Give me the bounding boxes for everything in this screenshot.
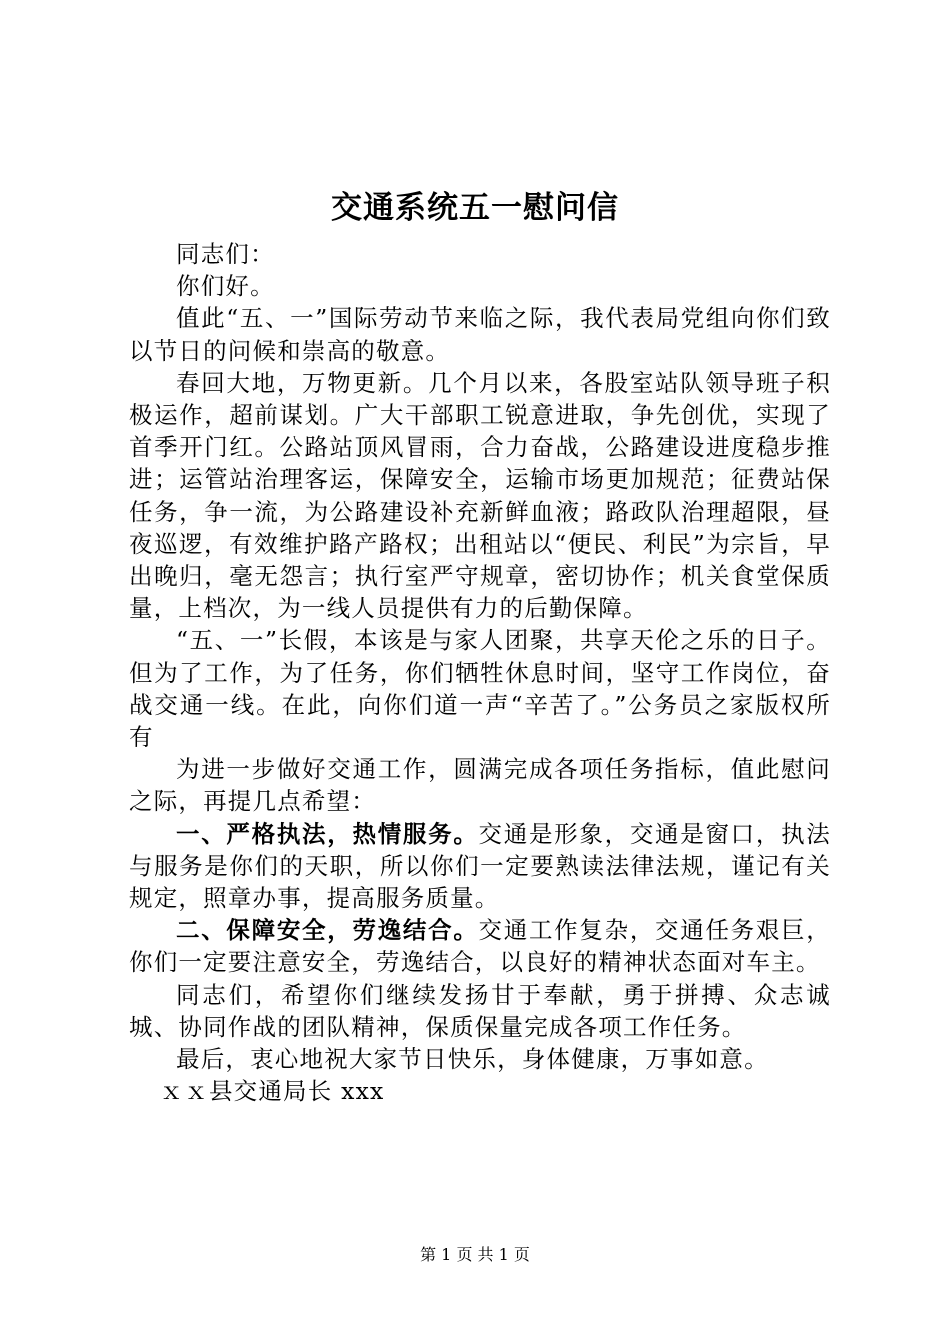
hope-item-1 — [129, 818, 831, 915]
hope-text-2: 交通工作复杂，交通任务艰巨，你们一定要注意安全，劳逸结合，以良好的精神状态面对车主。 — [129, 916, 831, 977]
hope-item-2 — [129, 914, 831, 978]
paragraph-achievements: 春回大地，万物更新。几个月以来，各股室站队领导班子积极运作，超前谋划。广大干部职工锐意进取，争先创优，实现了首季开门红。公路站顶风冒雨，合力奋战，公路建设进度稳步推进；运管站治理客运，保障安全，运输市场更加规范；征费站保任务，争一流，为公路建设补充新鲜血液；路政队治理超限，昼夜巡逻，有效维护路产路权；出租站以“便民、利民”为宗旨，早出晚归，毫无怨言；执行室严守规章，密切协作；机关食堂保质量，上档次，为一线人员提供有力的后勤保障。 — [129, 368, 831, 623]
paragraph-encouragement: 同志们，希望你们继续发扬甘于奉献，勇于拼搏、众志诚城、协同作战的团队精神，保质保量完成各项工作任务。 — [129, 980, 831, 1041]
paragraph-holiday-greeting: 值此“五、一”国际劳动节来临之际，我代表局党组向你们致以节日的问候和崇高的敬意。 — [129, 304, 831, 365]
document-body — [129, 238, 831, 1107]
hello-line: 你们好。 — [176, 272, 275, 301]
document-title: 交通系统五一慰问信 — [331, 190, 619, 226]
page-number-footer: 第 1 页 共 1 页 — [420, 1245, 530, 1264]
paragraph-thanks: “五、一”长假，本该是与家人团聚，共享天伦之乐的日子。但为了工作，为了任务，你们牺牲休息时间，坚守工作岗位，奋战交通一线。在此，向你们道一声“辛苦了。”公务员之家版权所有 — [129, 626, 831, 752]
signature: ｘｘ县交通局长 xxx — [159, 1077, 385, 1106]
paragraph-hopes-intro: 为进一步做好交通工作，圆满完成各项任务指标，值此慰问之际，再提几点希望： — [129, 755, 831, 816]
hope-heading-2: 二、保障安全，劳逸结合。 — [176, 916, 479, 945]
hope-text-1: 交通是形象，交通是窗口，执法与服务是你们的天职，所以你们一定要熟读法律法规，谨记有关规定，照章办事，提高服务质量。 — [129, 819, 831, 913]
hope-heading-1: 一、严格执法，热情服务。 — [176, 819, 479, 848]
greeting: 同志们： — [176, 240, 275, 268]
paragraph-wishes: 最后，衷心地祝大家节日快乐，身体健康，万事如意。 — [176, 1045, 769, 1074]
